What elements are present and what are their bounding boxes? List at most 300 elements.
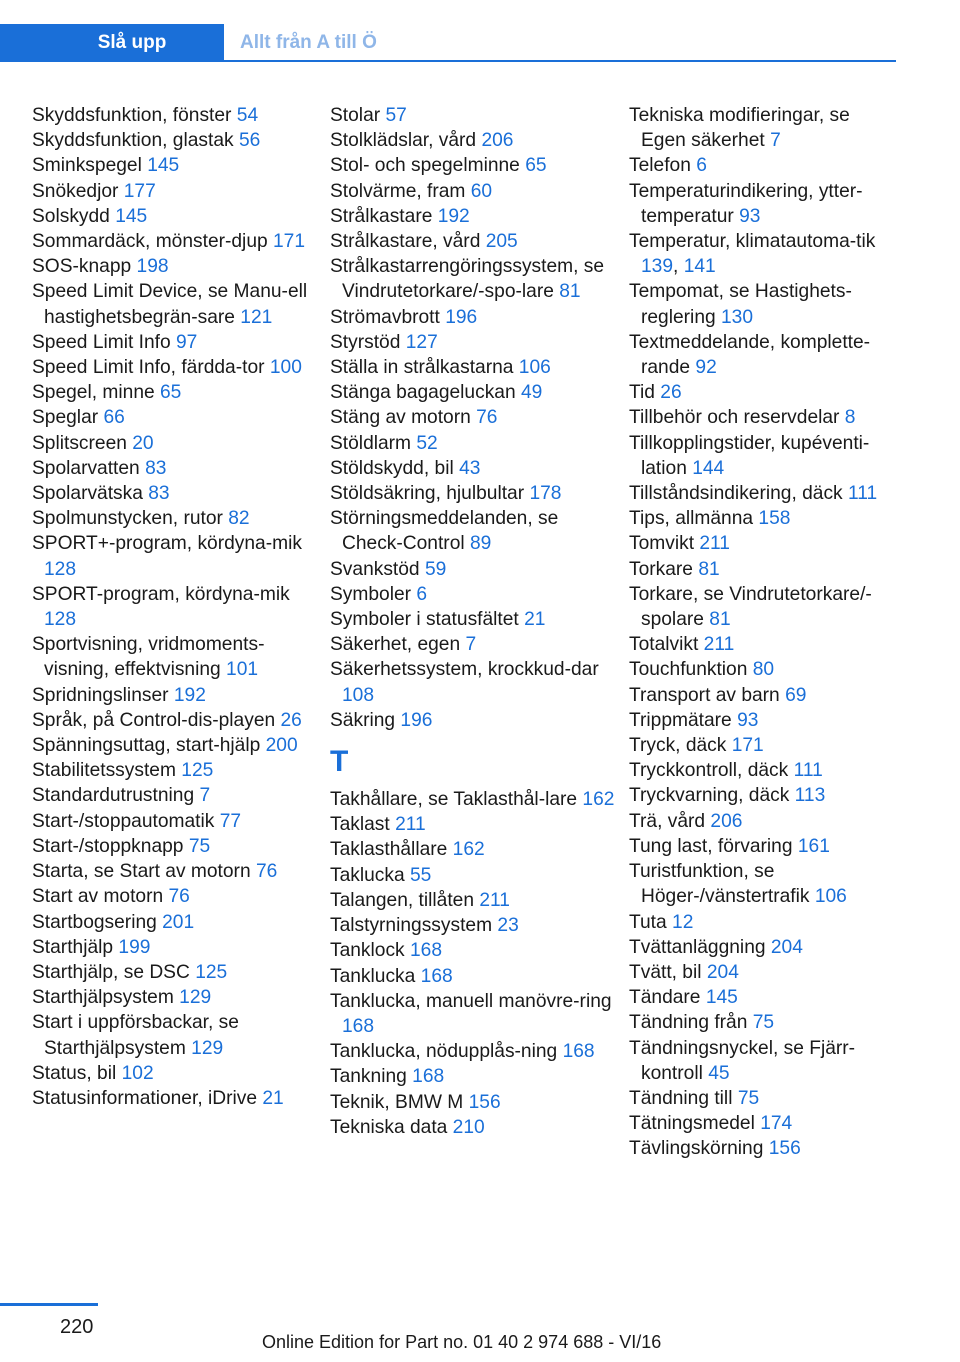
index-term: Starthjälp [32, 936, 114, 958]
index-entry [32, 405, 322, 430]
index-term: Symboler [330, 583, 412, 605]
page-link[interactable]: 60 [470, 180, 493, 202]
index-term: Spolmunstycken, rutor [32, 508, 223, 530]
index-entry [32, 935, 322, 960]
page-link[interactable]: 156 [468, 1091, 501, 1113]
page-number-rule [0, 1303, 98, 1306]
page-link[interactable]: 7 [770, 130, 781, 152]
index-entry [629, 481, 899, 506]
index-entry [330, 405, 620, 430]
page-link[interactable]: 43 [459, 457, 481, 479]
index-term: Tung last, förvaring [629, 835, 793, 857]
index-entry [330, 179, 620, 204]
page-link[interactable]: 168 [420, 965, 453, 987]
page-link[interactable]: 97 [176, 331, 198, 353]
page-link[interactable]: 205 [485, 231, 518, 253]
index-term: Sportvisning, vridmoments-visning, effektvisning [32, 634, 265, 681]
index-term: Stolklädslar, vård [330, 130, 477, 152]
index-entry [330, 632, 620, 657]
page-link[interactable]: 6 [416, 583, 428, 605]
index-term: Transport av barn [629, 684, 780, 706]
index-term: Stöldsäkring, hjulbultar [330, 483, 525, 505]
page-link[interactable]: 45 [708, 1062, 730, 1084]
index-term: Stäng av motorn [330, 407, 471, 429]
page-link[interactable]: 129 [179, 987, 212, 1009]
page-link[interactable]: 106 [518, 357, 551, 379]
page-link[interactable]: 145 [147, 155, 180, 177]
page-link[interactable]: 108 [342, 684, 375, 706]
index-term: Sommardäck, mönster-djup [32, 231, 268, 253]
index-term: Starthjälp, se DSC [32, 961, 190, 983]
page-link[interactable]: 102 [121, 1062, 154, 1084]
page-link[interactable]: 80 [752, 659, 775, 681]
index-term: Startbogsering [32, 911, 157, 933]
page-link[interactable]: 162 [452, 839, 485, 861]
page-link[interactable]: 8 [844, 407, 856, 429]
index-term: Störningsmeddelanden, se Check-Control [330, 508, 559, 555]
index-term: Turistfunktion, se Höger-/vänstertrafik [629, 861, 810, 908]
index-term: Splitscreen [32, 432, 127, 454]
page-link[interactable]: 128 [44, 609, 77, 631]
index-entry [32, 985, 322, 1010]
footer-edition: Online Edition for Part no. 01 40 2 974 688 - VI/16 [262, 1332, 662, 1352]
page-link[interactable]: 129 [191, 1037, 224, 1059]
index-term: Stolvärme, fram [330, 180, 466, 202]
index-entry [629, 985, 899, 1010]
index-entry [330, 254, 620, 304]
page-link[interactable]: 75 [188, 835, 211, 857]
page-link[interactable]: 7 [199, 785, 211, 807]
page-link[interactable]: 171 [273, 231, 306, 253]
index-entry [32, 632, 322, 682]
index-entry [32, 809, 322, 834]
index-entry [32, 960, 322, 985]
index-term: Tryckvarning, däck [629, 785, 790, 807]
index-entry [330, 456, 620, 481]
index-entry [330, 355, 620, 380]
index-term: Strålkastarrengöringssystem, se Vindrutetorkare/-spo-lare [330, 256, 605, 303]
page-link[interactable]: 57 [385, 105, 407, 126]
index-term: Trippmätare [629, 709, 732, 731]
index-term: Tempomat, se Hastighets-reglering [629, 281, 852, 328]
page-link[interactable]: 210 [452, 1116, 485, 1138]
page-link[interactable]: 158 [758, 508, 791, 530]
index-entry [32, 153, 322, 178]
page-link[interactable]: 178 [529, 483, 562, 505]
index-entry [32, 380, 322, 405]
page-link[interactable]: 113 [794, 785, 826, 807]
index-term: Spegel, minne [32, 382, 155, 404]
index-term: Totalvikt [629, 634, 699, 656]
index-entry [330, 812, 620, 837]
index-term: Temperatur, klimatautoma-tik [629, 231, 876, 253]
page-link[interactable]: 82 [228, 508, 250, 530]
index-term: Stänga bagageluckan [330, 382, 516, 404]
index-entry [330, 380, 620, 405]
index-term: Stol- och spegelminne [330, 155, 520, 177]
index-entry [330, 837, 620, 862]
index-entry [32, 1010, 322, 1060]
page-link[interactable]: 139 [641, 256, 674, 278]
index-term: Skyddsfunktion, glastak [32, 130, 234, 152]
index-term: Säkring [330, 709, 396, 731]
page-link[interactable]: 168 [410, 940, 443, 962]
index-term: Strålkastare [330, 205, 433, 227]
index-term: Temperaturindikering, ytter-temperatur [629, 180, 863, 227]
index-entry [32, 456, 322, 481]
page-link[interactable]: 168 [562, 1041, 595, 1063]
page-link[interactable]: 145 [705, 987, 738, 1009]
index-term: Tätningsmedel [629, 1113, 755, 1135]
index-term: Teknik, BMW M [330, 1091, 464, 1113]
page-link[interactable]: 130 [721, 306, 754, 328]
page-link[interactable]: 81 [559, 281, 581, 303]
page-link[interactable]: 77 [219, 810, 242, 832]
index-entry [629, 431, 899, 481]
page-link[interactable]: 92 [695, 357, 717, 379]
index-entry [330, 330, 620, 355]
index-term: Tekniska data [330, 1116, 448, 1138]
page-link[interactable]: 20 [132, 432, 154, 454]
index-term: Tvättanläggning [629, 936, 766, 958]
index-term: Stöldlarm [330, 432, 412, 454]
index-term: Speed Limit Device, se Manu-ell hastighetsbegrän-sare [32, 281, 308, 328]
index-entry [629, 632, 899, 657]
page-link[interactable]: 59 [424, 558, 447, 580]
page-link[interactable]: 128 [44, 558, 77, 580]
index-entry [32, 204, 322, 229]
index-term: Tanklock [330, 940, 405, 962]
index-term: Torkare [629, 558, 693, 580]
index-entry: Temperatur, klimatautoma-tik 139, 141 [629, 231, 876, 278]
index-term: Symboler i statusfältet [330, 609, 519, 631]
index-term: Speed Limit Info [32, 331, 171, 353]
page-link[interactable]: 89 [469, 533, 492, 555]
index-entry [32, 683, 322, 708]
index-entry [629, 582, 899, 632]
index-term: Tändning till [629, 1087, 733, 1109]
page-link[interactable]: 161 [797, 835, 830, 857]
page-link[interactable]: 156 [768, 1138, 801, 1160]
index-entry [330, 431, 620, 456]
page-link[interactable]: 206 [710, 810, 743, 832]
index-entry [32, 179, 322, 204]
index-term: Speglar [32, 407, 99, 429]
index-term: Tid [629, 382, 655, 404]
index-term: Ställa in strålkastarna [330, 357, 514, 379]
index-term: Säkerhet, egen [330, 634, 461, 656]
index-entry [330, 938, 620, 963]
index-term: Tryck, däck [629, 735, 727, 757]
index-entry [32, 884, 322, 909]
index-term: Tillkopplingstider, kupéventi-lation [629, 432, 870, 479]
index-entry [330, 708, 620, 733]
index-column-3 [629, 103, 899, 1162]
index-term: Taklast [330, 814, 390, 836]
index-entry [330, 1064, 620, 1089]
index-entry [32, 279, 322, 329]
index-entry [629, 179, 899, 229]
index-term: Torkare, se Vindrutetorkare/-spolare [629, 583, 872, 631]
index-entry [330, 1090, 620, 1115]
index-entry [629, 708, 899, 733]
page-link[interactable]: 177 [123, 180, 156, 202]
page-link[interactable]: 93 [739, 205, 761, 227]
page-link[interactable]: 26 [280, 709, 302, 731]
index-term: Solskydd [32, 205, 110, 227]
index-column-2 [330, 103, 620, 1140]
page-link[interactable]: 125 [195, 961, 228, 983]
index-entry [32, 103, 322, 128]
page-link[interactable]: 211 [703, 634, 735, 656]
index-entry [330, 128, 620, 153]
index-term: Strålkastare, vård [330, 231, 481, 253]
page-link[interactable]: 49 [520, 382, 543, 404]
index-entry [629, 103, 899, 153]
index-entry [32, 859, 322, 884]
page-link[interactable]: 21 [262, 1087, 284, 1109]
index-term: Start av motorn [32, 886, 164, 908]
index-term: Start i uppförsbackar, se Starthjälpsystem [32, 1012, 239, 1059]
index-term: Starta, se Start av motorn [32, 861, 251, 883]
page-link[interactable]: 111 [848, 483, 878, 505]
index-entry [32, 254, 322, 279]
index-term: Skyddsfunktion, fönster [32, 105, 232, 126]
index-term: Taklucka [330, 864, 405, 886]
page-link[interactable]: 101 [226, 659, 259, 681]
page-number: 220 [60, 1316, 94, 1338]
page-link[interactable]: 171 [731, 735, 764, 757]
index-entry [32, 506, 322, 531]
index-term: Tävlingskörning [629, 1138, 764, 1160]
index-entry [629, 783, 899, 808]
index-term: Tändning från [629, 1012, 748, 1034]
index-entry [32, 1086, 322, 1111]
page-link[interactable]: 7 [465, 634, 477, 656]
page-link[interactable]: 144 [692, 457, 725, 479]
tab-lookup[interactable]: Slå upp [0, 24, 224, 61]
index-term: Tryckkontroll, däck [629, 760, 789, 782]
index-term: Start-/stoppknapp [32, 835, 184, 857]
index-entry [330, 964, 620, 989]
page-link[interactable]: 76 [255, 861, 278, 883]
page-link[interactable]: 55 [410, 864, 432, 886]
page-link[interactable]: 199 [118, 936, 151, 958]
index-entry [629, 1136, 899, 1161]
index-entry [629, 733, 899, 758]
page-link[interactable]: 76 [168, 886, 190, 908]
index-term: Strömavbrott [330, 306, 440, 328]
index-entry [629, 153, 899, 178]
tab-a-to-z[interactable]: Allt från A till Ö [240, 31, 377, 53]
index-entry [629, 758, 899, 783]
page-link[interactable]: 198 [136, 256, 169, 278]
index-entry [330, 506, 620, 556]
page-link[interactable]: 81 [709, 609, 731, 631]
index-entry [629, 1036, 899, 1086]
page-link[interactable]: 168 [412, 1066, 445, 1088]
index-entry [330, 863, 620, 888]
index-term: Starthjälpsystem [32, 987, 174, 1009]
page-link[interactable]: 23 [497, 915, 519, 937]
page-link[interactable]: 168 [342, 1015, 375, 1037]
index-entry [330, 1039, 620, 1064]
index-entry [629, 657, 899, 682]
page-link[interactable]: 21 [524, 609, 546, 631]
page-link[interactable]: 66 [103, 407, 125, 429]
index-entry [330, 229, 620, 254]
page-link[interactable]: 26 [660, 382, 682, 404]
index-term: Tankning [330, 1066, 407, 1088]
index-entry [629, 935, 899, 960]
index-term: Telefon [629, 155, 691, 177]
index-entry [330, 481, 620, 506]
index-term: Tanklucka [330, 965, 416, 987]
index-term: Tillståndsindikering, däck [629, 483, 843, 505]
page-link[interactable]: 83 [148, 483, 170, 505]
index-entry [629, 531, 899, 556]
index-entry [32, 229, 322, 254]
index-entry [32, 481, 322, 506]
index-entry [629, 557, 899, 582]
index-term: Snökedjor [32, 180, 119, 202]
index-entry [330, 305, 620, 330]
index-entry [32, 783, 322, 808]
page-link[interactable]: 211 [479, 889, 510, 911]
index-term: Tändare [629, 987, 701, 1009]
index-term: Tillbehör och reservdelar [629, 407, 840, 429]
page-link[interactable]: 81 [698, 558, 720, 580]
index-entry [330, 103, 620, 128]
page-link[interactable]: 211 [395, 814, 426, 836]
index-term: SOS-knapp [32, 256, 132, 278]
page-link[interactable]: 141 [683, 256, 716, 278]
tab-divider [0, 60, 896, 62]
index-entry [330, 153, 620, 178]
index-term: Standardutrustning [32, 785, 195, 807]
index-entry [32, 758, 322, 783]
page-link[interactable]: 75 [737, 1087, 760, 1109]
index-term: Svankstöd [330, 558, 420, 580]
index-entry [629, 405, 899, 430]
page-link[interactable]: 174 [760, 1113, 793, 1135]
page-link[interactable]: 65 [160, 382, 182, 404]
index-entry [32, 733, 322, 758]
index-entry [330, 557, 620, 582]
page-link[interactable]: 83 [145, 457, 167, 479]
page-link[interactable]: 111 [793, 760, 823, 782]
index-term: Statusinformationer, iDrive [32, 1087, 258, 1109]
index-term: Spolarvatten [32, 457, 140, 479]
page-link[interactable]: 65 [525, 155, 547, 177]
index-term: Tanklucka, nödupplås-ning [330, 1041, 558, 1063]
index-term: SPORT-program, kördyna-mik [32, 583, 290, 605]
index-entry [629, 834, 899, 859]
index-term: Taklasthållare [330, 839, 448, 861]
index-entry [32, 1061, 322, 1086]
index-entry [330, 787, 620, 812]
index-entry [629, 380, 899, 405]
page-link[interactable]: 100 [269, 357, 302, 379]
index-term: Stöldskydd, bil [330, 457, 454, 479]
index-entry [32, 910, 322, 935]
page-link[interactable]: 6 [696, 155, 707, 177]
index-entry [330, 989, 620, 1039]
index-entry [629, 1010, 899, 1035]
page-link[interactable]: 196 [445, 306, 478, 328]
page-link[interactable]: 162 [582, 789, 615, 811]
index-entry [330, 657, 620, 707]
index-entry [32, 708, 322, 733]
index-term: Spolarvätska [32, 483, 143, 505]
page-link[interactable]: 145 [115, 205, 148, 227]
page-link[interactable]: 121 [240, 306, 273, 328]
page-link[interactable]: 127 [405, 331, 438, 353]
page-link[interactable]: 192 [173, 684, 206, 706]
index-entry [330, 607, 620, 632]
index-term: Spridningslinser [32, 684, 169, 706]
index-term: SPORT+-program, kördyna-mik [32, 533, 302, 555]
page-link[interactable]: 201 [162, 911, 195, 933]
index-entry [330, 913, 620, 938]
index-term: Speed Limit Info, färdda-tor [32, 357, 265, 379]
page-link[interactable]: 76 [476, 407, 498, 429]
index-term: Tekniska modifieringar, se Egen säkerhet [629, 105, 850, 152]
page-link[interactable]: 125 [181, 760, 214, 782]
page-link[interactable]: 93 [737, 709, 759, 731]
page-link[interactable]: 206 [481, 130, 514, 152]
page-link[interactable]: 56 [238, 130, 261, 152]
index-entry [330, 1115, 620, 1140]
index-entry [330, 888, 620, 913]
index-entry [330, 582, 620, 607]
index-term: Språk, på Control-dis-playen [32, 709, 276, 731]
page-link[interactable]: 12 [672, 911, 694, 933]
index-term: Tips, allmänna [629, 508, 754, 530]
index-term: Stolar [330, 105, 381, 126]
page-link[interactable]: 196 [400, 709, 433, 731]
page-link[interactable]: 75 [752, 1012, 775, 1034]
index-term: Tomvikt [629, 533, 695, 555]
index-term: Säkerhetssystem, krockkud-dar [330, 659, 599, 681]
page-link[interactable]: 69 [785, 684, 807, 706]
page-link[interactable]: 211 [699, 533, 730, 555]
index-entry [629, 809, 899, 834]
index-term: Trä, vård [629, 810, 706, 832]
page-link[interactable]: 54 [236, 105, 259, 126]
index-term: Talstyrningssystem [330, 915, 493, 937]
nav-tabs [0, 0, 896, 60]
index-term: Styrstöd [330, 331, 401, 353]
page-link[interactable]: 204 [770, 936, 803, 958]
index-term: Tvätt, bil [629, 961, 702, 983]
page-link[interactable]: 52 [416, 432, 438, 454]
page-link[interactable]: 192 [437, 205, 470, 227]
index-term: Tändningsnyckel, se Fjärr-kontroll [629, 1037, 856, 1084]
index-entry [629, 960, 899, 985]
index-term: Status, bil [32, 1062, 117, 1084]
index-entry [629, 910, 899, 935]
index-term: Touchfunktion [629, 659, 748, 681]
index-term: Tanklucka, manuell manövre-ring [330, 990, 612, 1012]
index-entry [629, 1111, 899, 1136]
index-entry [32, 582, 322, 632]
page-link[interactable]: 200 [265, 735, 298, 757]
page-link[interactable]: 204 [706, 961, 739, 983]
page-link[interactable]: 106 [814, 886, 847, 908]
index-entry [629, 1086, 899, 1111]
index-term: Textmeddelande, komplette-rande [629, 331, 871, 379]
